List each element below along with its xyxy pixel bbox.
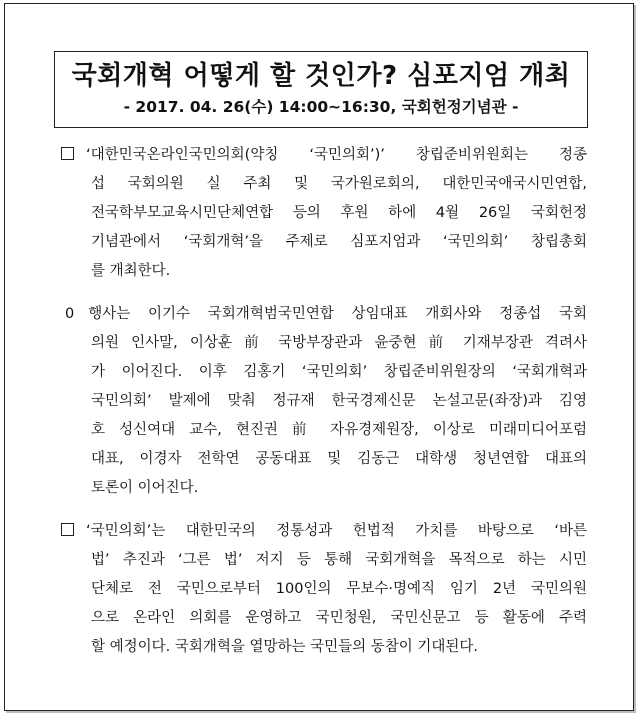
paragraph-line: 단체로 전 국민으로부터 100인의 무보수·명예직 임기 2년 국민의원	[91, 581, 587, 597]
document-title: 국회개혁 어떻게 할 것인가? 심포지엄 개최	[71, 61, 571, 91]
paragraph-line: ‘국민의회’는 대한민국의 정통성과 헌법적 가치를 바탕으로 ‘바른	[59, 517, 587, 546]
paragraph-3	[59, 517, 587, 662]
paragraph-line: 전국학부모교육시민단체연합 등의 후원 하에 4월 26일 국회헌정	[91, 205, 587, 221]
paragraph-bullet-marker: 0	[65, 306, 75, 322]
checkbox-bullet-icon	[61, 147, 74, 160]
paragraph-line: 를 개최한다.	[91, 263, 171, 279]
paragraph-line: 대표, 이경자 전학연 공동대표 및 김동근 대학생 청년연합 대표의	[91, 451, 587, 467]
paragraph-line: 기념관에서 ‘국회개혁’을 주제로 심포지엄과 ‘국민의회’ 창립총회	[91, 234, 587, 250]
paragraph-line: 호 성신여대 교수, 현진권 前 자유경제원장, 이상로 미래미디어포럼	[91, 422, 587, 438]
paragraph-line: 토론이 이어진다.	[91, 480, 199, 496]
paragraph-line: 법’ 추진과 ‘그른 법’ 저지 등 통해 국회개혁을 목적으로 하는 시민	[91, 552, 587, 568]
paragraph-line: 섭 국회의원 실 주최 및 국가원로회의, 대한민국애국시민연합,	[91, 176, 587, 192]
paragraph-line: 가 이어진다. 이후 김홍기 ‘국민의회’ 창립준비위원장의 ‘국회개혁과	[91, 364, 587, 380]
paragraph-line: 으로 온라인 의회를 운영하고 국민청원, 국민신문고 등 활동에 주력	[91, 610, 587, 626]
paragraph-line: 국민의회’ 발제에 맞춰 정규재 한국경제신문 논설고문(좌장)과 김영	[91, 393, 587, 409]
paragraph-line: 0 행사는 이기수 국회개혁범국민연합 상임대표 개회사와 정종섭 국회	[59, 300, 587, 329]
paragraph-1	[59, 141, 587, 286]
document-subtitle: - 2017. 04. 26(수) 14:00~16:30, 국회헌정기념관 -	[123, 98, 519, 116]
paragraph-line: ‘대한민국온라인국민의회(약칭 ‘국민의회’)’ 창립준비위원회는 정종	[59, 141, 587, 170]
paragraph-line: 할 예정이다. 국회개혁을 열망하는 국민들의 동참이 기대된다.	[91, 639, 479, 655]
checkbox-bullet-icon	[61, 523, 74, 536]
paragraph-line: 의원 인사말, 이상훈 前 국방부장관과 윤중현 前 기재부장관 격려사	[91, 335, 587, 351]
title-box	[54, 51, 588, 128]
paragraph-2	[59, 300, 587, 503]
